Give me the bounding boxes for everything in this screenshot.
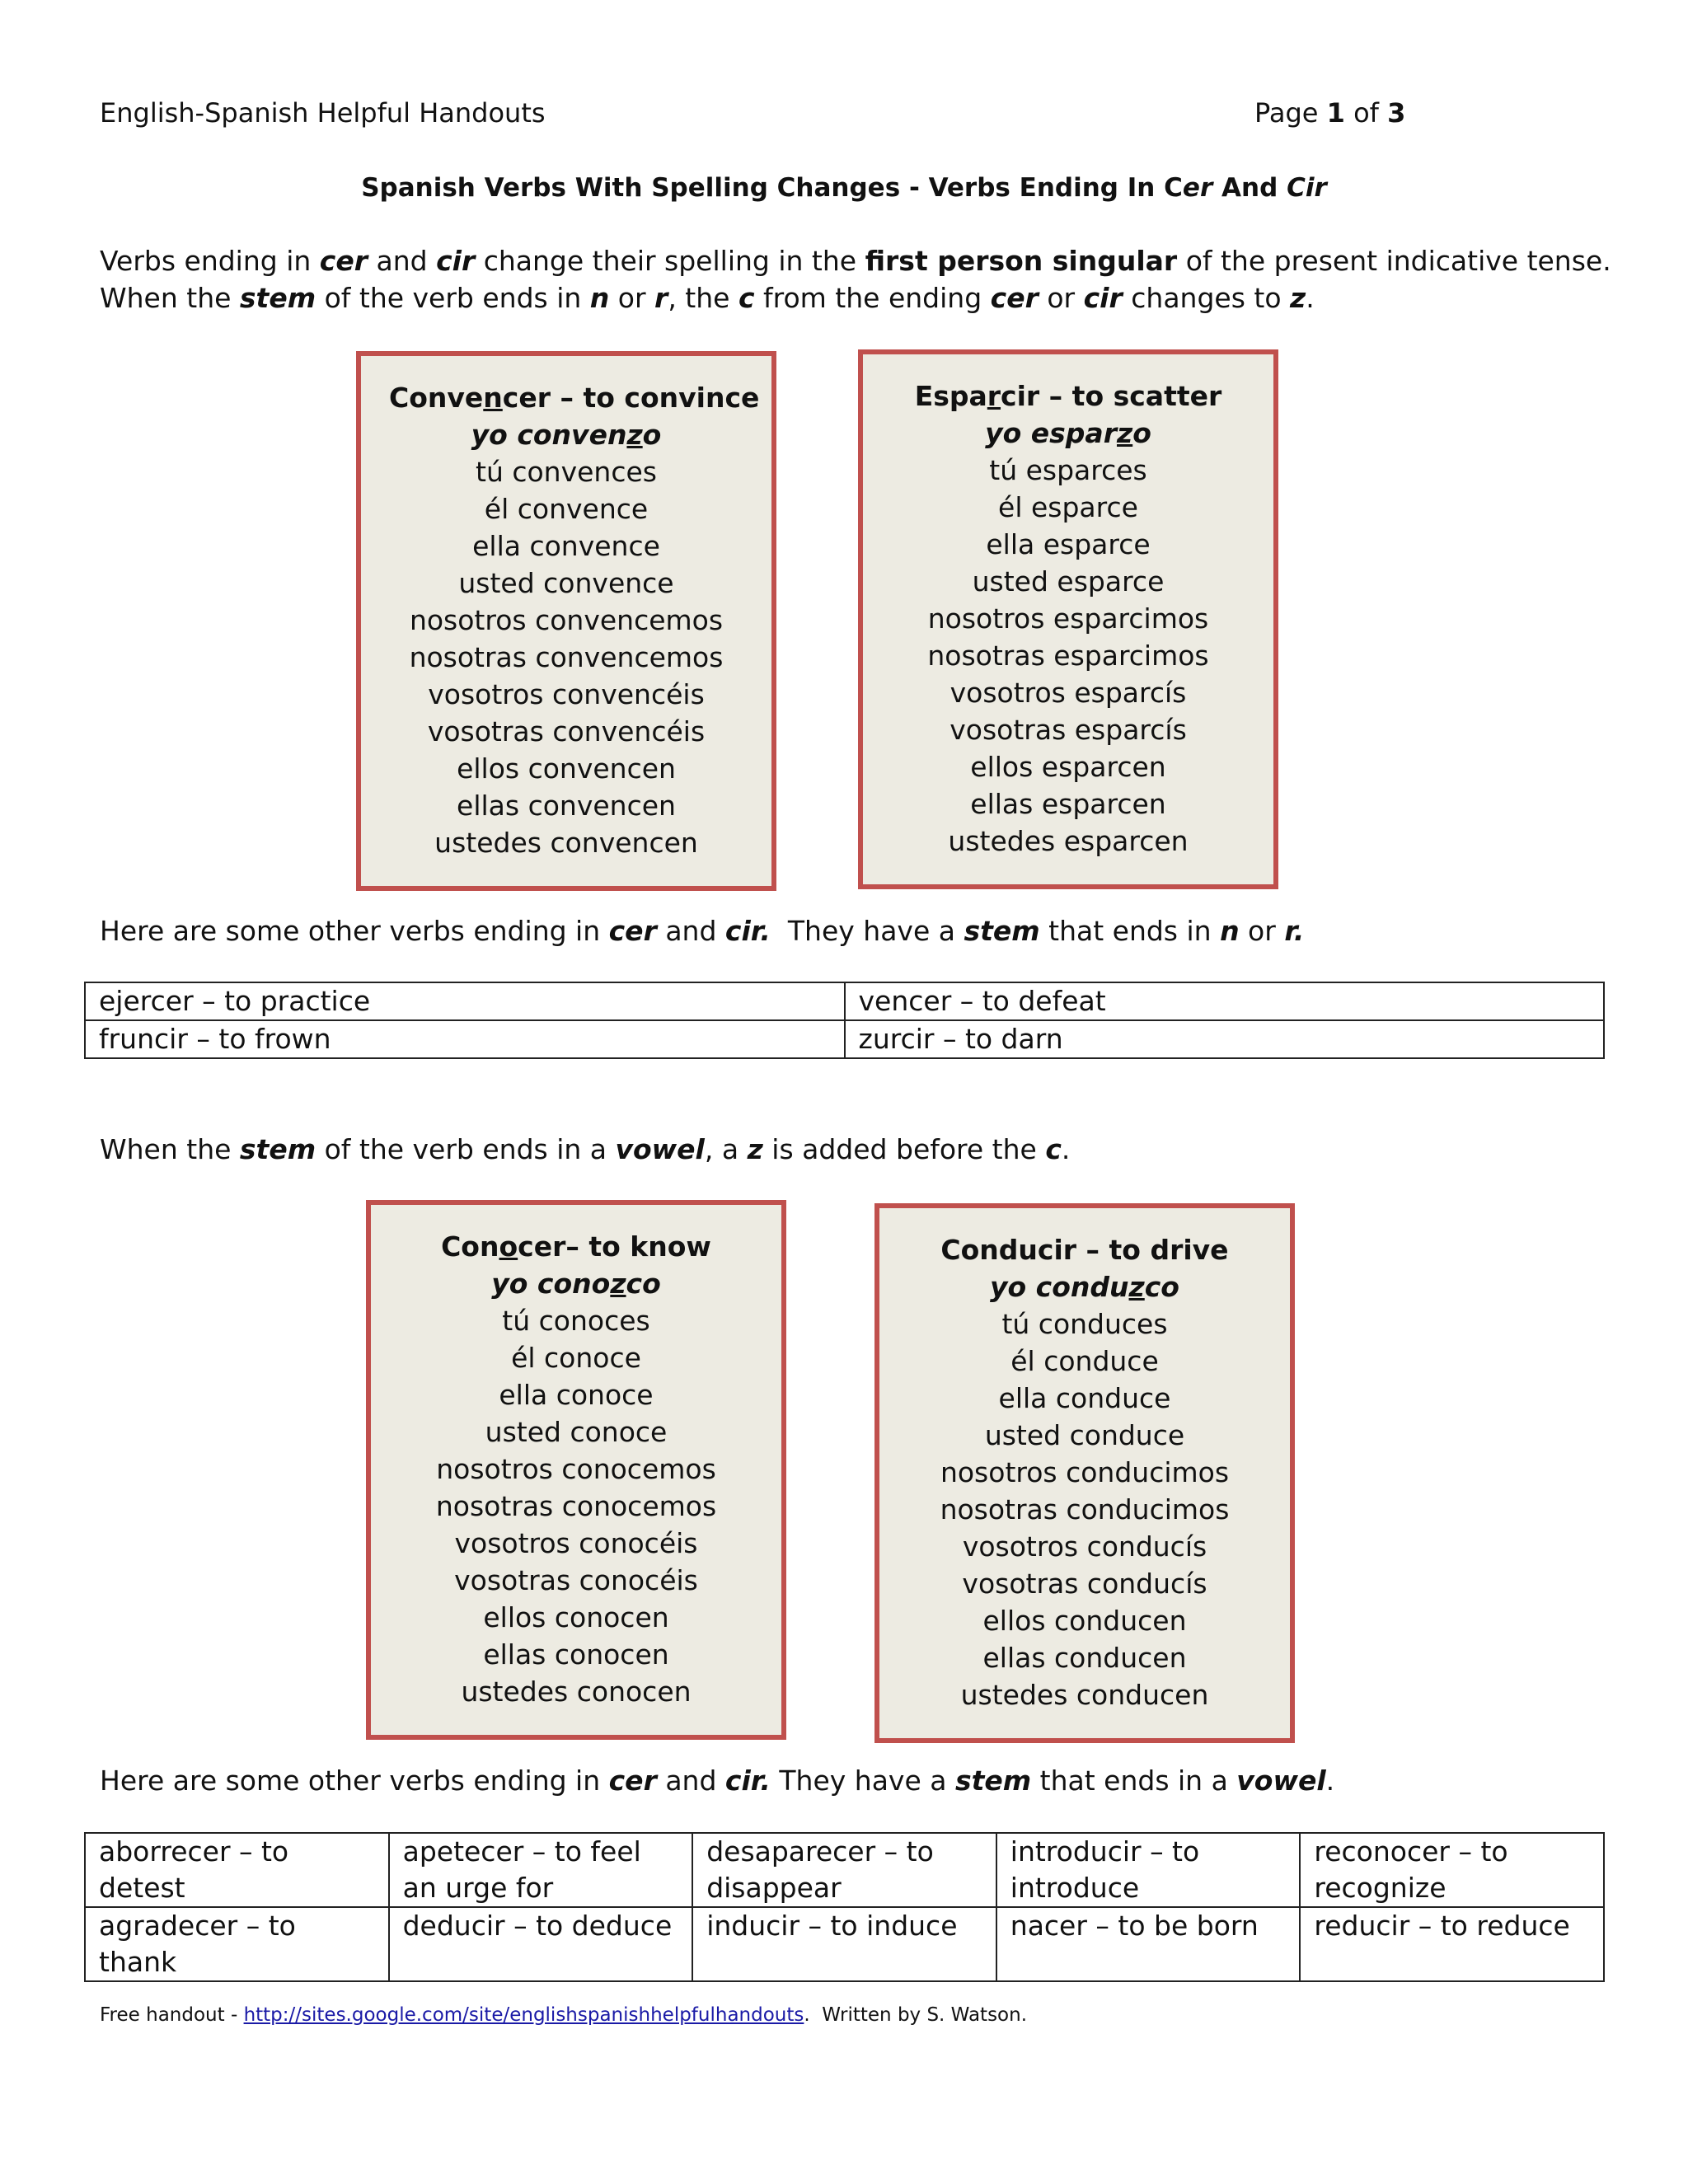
conjugation-form: ustedes convencen (434, 827, 698, 859)
intro-line-2: When the stem of the verb ends in n or r, the c from the ending cer or cir changes to z. (100, 282, 1315, 314)
table-cell: apetecer – to feel an urge for (389, 1833, 693, 1907)
vowel-rule: When the stem of the verb ends in a vowel, a z is added before the c. (100, 1133, 1071, 1165)
section2-intro: Here are some other verbs ending in cer and cir. They have a stem that ends in a vowel. (100, 1765, 1335, 1797)
yo-form: yo conozco (491, 1268, 661, 1300)
conjugation-form: tú conoces (502, 1305, 650, 1337)
table-row (85, 1907, 1604, 1981)
page-indicator: Page 1 of 3 (1254, 97, 1406, 129)
conjugation-form: él conoce (511, 1342, 641, 1374)
conjugation-form: tú esparces (989, 454, 1147, 486)
conjugation-form: ellas convencen (457, 790, 676, 822)
verbs-table-vowel (84, 1832, 1605, 1982)
conjugation-form: usted convence (458, 567, 674, 599)
verb-heading: Conducir – to drive (940, 1234, 1229, 1266)
conjugation-form: vosotros convencéis (428, 678, 705, 710)
conjugation-box-convencer (356, 351, 776, 891)
table-cell: fruncir – to frown (85, 1020, 845, 1058)
conjugation-box-esparcir (858, 349, 1278, 889)
conjugation-form: ella conduce (998, 1382, 1171, 1414)
conjugation-form: ellas conocen (483, 1638, 669, 1671)
yo-form: yo esparzo (985, 417, 1151, 449)
conjugation-form: usted conduce (984, 1419, 1185, 1451)
verb-heading: Esparcir – to scatter (914, 380, 1222, 412)
conjugation-form: nosotros conocemos (436, 1453, 716, 1485)
conjugation-form: él esparce (998, 491, 1138, 523)
yo-form: yo convenzo (471, 419, 662, 451)
table-cell: deducir – to deduce (389, 1907, 693, 1981)
intro-line-1: Verbs ending in cer and cir change their spelling in the first person singular of the present indicative tense. (100, 245, 1611, 277)
verb-heading: Convencer – to convince (389, 382, 760, 414)
conjugation-form: nosotras convencemos (409, 641, 724, 673)
conjugation-form: él convence (484, 493, 649, 525)
conjugation-form: vosotros esparcís (950, 677, 1187, 709)
table-cell: nacer – to be born (996, 1907, 1301, 1981)
conjugation-form: vosotros conocéis (454, 1527, 698, 1559)
conjugation-form: usted esparce (972, 565, 1165, 598)
table-cell: reconocer – to recognize (1300, 1833, 1604, 1907)
table-row (85, 982, 1604, 1020)
table-cell: vencer – to defeat (845, 982, 1605, 1020)
table-cell: inducir – to induce (692, 1907, 996, 1981)
conjugation-form: ellos esparcen (970, 751, 1166, 783)
conjugation-box-conducir (874, 1203, 1295, 1743)
conjugation-form: ella convence (472, 530, 660, 562)
conjugation-form: ustedes conocen (461, 1675, 692, 1708)
conjugation-form: nosotras conducimos (940, 1493, 1230, 1526)
conjugation-form: nosotros esparcimos (927, 602, 1209, 635)
conjugation-form: ellos conocen (483, 1601, 669, 1633)
table-cell: introducir – to introduce (996, 1833, 1301, 1907)
conjugation-form: tú conduces (1001, 1308, 1168, 1340)
table-cell: desaparecer – to disappear (692, 1833, 996, 1907)
yo-form: yo conduzco (990, 1271, 1179, 1303)
conjugation-form: tú convences (476, 456, 657, 488)
table-cell: reducir – to reduce (1300, 1907, 1604, 1981)
conjugation-form: ustedes conducen (960, 1679, 1209, 1711)
conjugation-form: ellas conducen (982, 1642, 1187, 1674)
conjugation-form: vosotros conducís (962, 1530, 1207, 1563)
conjugation-form: ellos convencen (457, 752, 676, 785)
table-row (85, 1833, 1604, 1907)
conjugation-form: vosotras conducís (962, 1568, 1207, 1600)
conjugation-form: ellos conducen (982, 1605, 1187, 1637)
conjugation-form: nosotras conocemos (435, 1490, 717, 1522)
verbs-table-consonant (84, 982, 1605, 1059)
table-cell: ejercer – to practice (85, 982, 845, 1020)
conjugation-box-conocer (366, 1200, 786, 1740)
footer-link[interactable]: http://sites.google.com/site/englishspanishhelpfulhandouts (243, 2004, 804, 2026)
conjugation-form: ella conoce (499, 1379, 654, 1411)
table-row (85, 1020, 1604, 1058)
header-title: English-Spanish Helpful Handouts (100, 97, 546, 129)
verb-heading: Conocer– to know (441, 1230, 711, 1263)
conjugation-form: vosotras convencéis (427, 715, 706, 748)
conjugation-form: nosotros convencemos (409, 604, 724, 636)
page-title: Spanish Verbs With Spelling Changes - Verbs Ending In Cer And Cir (361, 173, 1327, 203)
footer: Free handout - http://sites.google.com/site/englishspanishhelpfulhandouts. Written by S. Watson. (100, 2004, 1028, 2026)
table-cell: zurcir – to darn (845, 1020, 1605, 1058)
table-cell: aborrecer – to detest (85, 1833, 389, 1907)
conjugation-form: usted conoce (485, 1416, 668, 1448)
conjugation-form: vosotras conocéis (454, 1564, 698, 1596)
section1-intro: Here are some other verbs ending in cer and cir. They have a stem that ends in n or r. (100, 915, 1305, 947)
table-cell: agradecer – to thank (85, 1907, 389, 1981)
conjugation-form: él conduce (1010, 1345, 1159, 1377)
conjugation-form: vosotras esparcís (950, 714, 1187, 746)
conjugation-form: nosotras esparcimos (927, 640, 1209, 672)
conjugation-form: ellas esparcen (970, 788, 1166, 820)
conjugation-form: ustedes esparcen (948, 825, 1189, 857)
conjugation-form: ella esparce (986, 528, 1151, 560)
conjugation-form: nosotros conducimos (940, 1456, 1230, 1488)
